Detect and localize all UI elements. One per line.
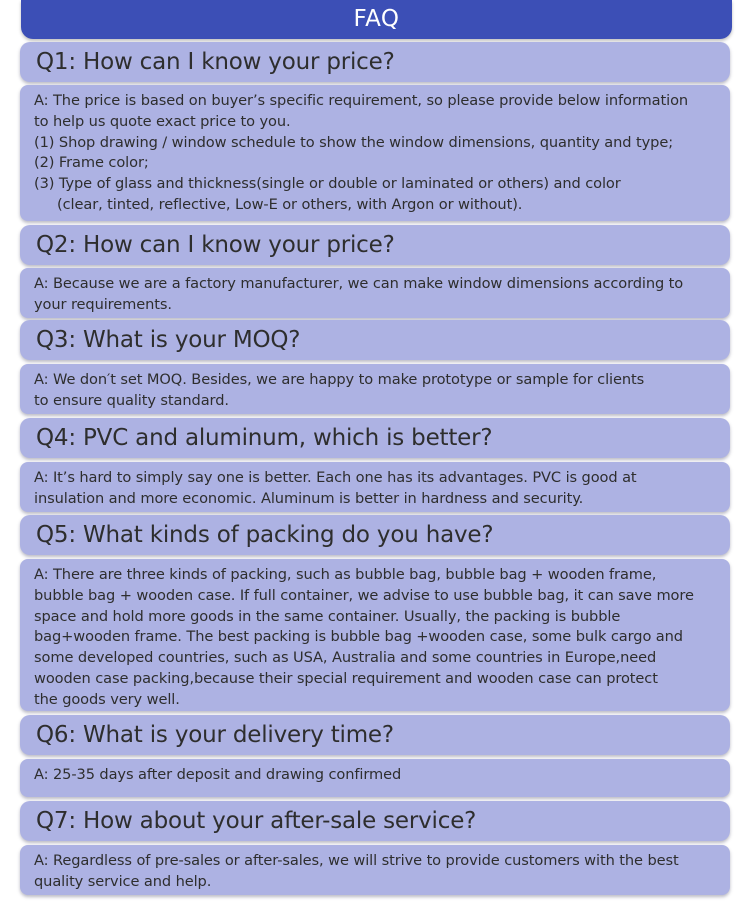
answer-line: A: It’s hard to simply say one is better. Each one has its advantages. PVC is good at: [34, 469, 637, 486]
answer-line: A: We don′t set MOQ. Besides, we are happy to make prototype or sample for clients: [34, 371, 645, 388]
faq-answer-4: [20, 462, 730, 512]
answer-line: (clear, tinted, reflective, Low-E or others, with Argon or without).: [57, 195, 523, 213]
faq-answer-5: [20, 559, 730, 711]
answer-line: A: Because we are a factory manufacturer, we can make window dimensions according to: [34, 275, 684, 292]
faq-question-4: Q4: PVC and aluminum, which is better?: [20, 418, 730, 458]
answer-line: to help us quote exact price to you.: [34, 112, 291, 130]
faq-answer-2: [20, 268, 730, 318]
faq-answer-7: [20, 845, 730, 895]
answer-line: A: There are three kinds of packing, such as bubble bag, bubble bag + wooden frame,: [34, 566, 657, 583]
answer-line: some developed countries, such as USA, Australia and some countries in Europe,need: [34, 649, 657, 667]
answer-line: (1) Shop drawing / window schedule to show the window dimensions, quantity and type;: [34, 133, 674, 151]
answer-line: quality service and help.: [34, 872, 212, 890]
answer-line: the goods very well.: [34, 690, 180, 708]
answer-line: wooden case packing,because their special requirement and wooden case can protect: [34, 669, 658, 687]
answer-line: A: The price is based on buyer’s specific requirement, so please provide below information: [34, 92, 689, 109]
faq-question-7: Q7: How about your after-sale service?: [20, 801, 730, 841]
faq-question-6: Q6: What is your delivery time?: [20, 715, 730, 755]
faq-answer-1: [20, 85, 730, 221]
faq-question-3: Q3: What is your MOQ?: [20, 320, 730, 360]
answer-line: (2) Frame color;: [34, 154, 149, 172]
faq-question-5: Q5: What kinds of packing do you have?: [20, 515, 730, 555]
answer-line: space and hold more goods in the same container. Usually, the packing is bubble: [34, 607, 621, 625]
answer-line: A: 25-35 days after deposit and drawing confirmed: [34, 766, 402, 783]
answer-line: bubble bag + wooden case. If full container, we advise to use bubble bag, it can save more: [34, 586, 694, 604]
faq-answer-6: [20, 759, 730, 797]
faq-question-1: Q1: How can I know your price?: [20, 42, 730, 82]
answer-line: bag+wooden frame. The best packing is bubble bag +wooden case, some bulk cargo and: [34, 628, 683, 646]
answer-line: A: Regardless of pre-sales or after-sales, we will strive to provide customers with the best: [34, 852, 679, 869]
answer-line: (3) Type of glass and thickness(single or double or laminated or others) and color: [34, 175, 621, 193]
faq-header: FAQ: [21, 0, 732, 39]
answer-line: insulation and more economic. Aluminum is better in hardness and security.: [34, 489, 584, 507]
faq-question-2: Q2: How can I know your price?: [20, 225, 730, 265]
answer-line: your requirements.: [34, 295, 172, 313]
faq-answer-3: [20, 364, 730, 414]
answer-line: to ensure quality standard.: [34, 391, 229, 409]
